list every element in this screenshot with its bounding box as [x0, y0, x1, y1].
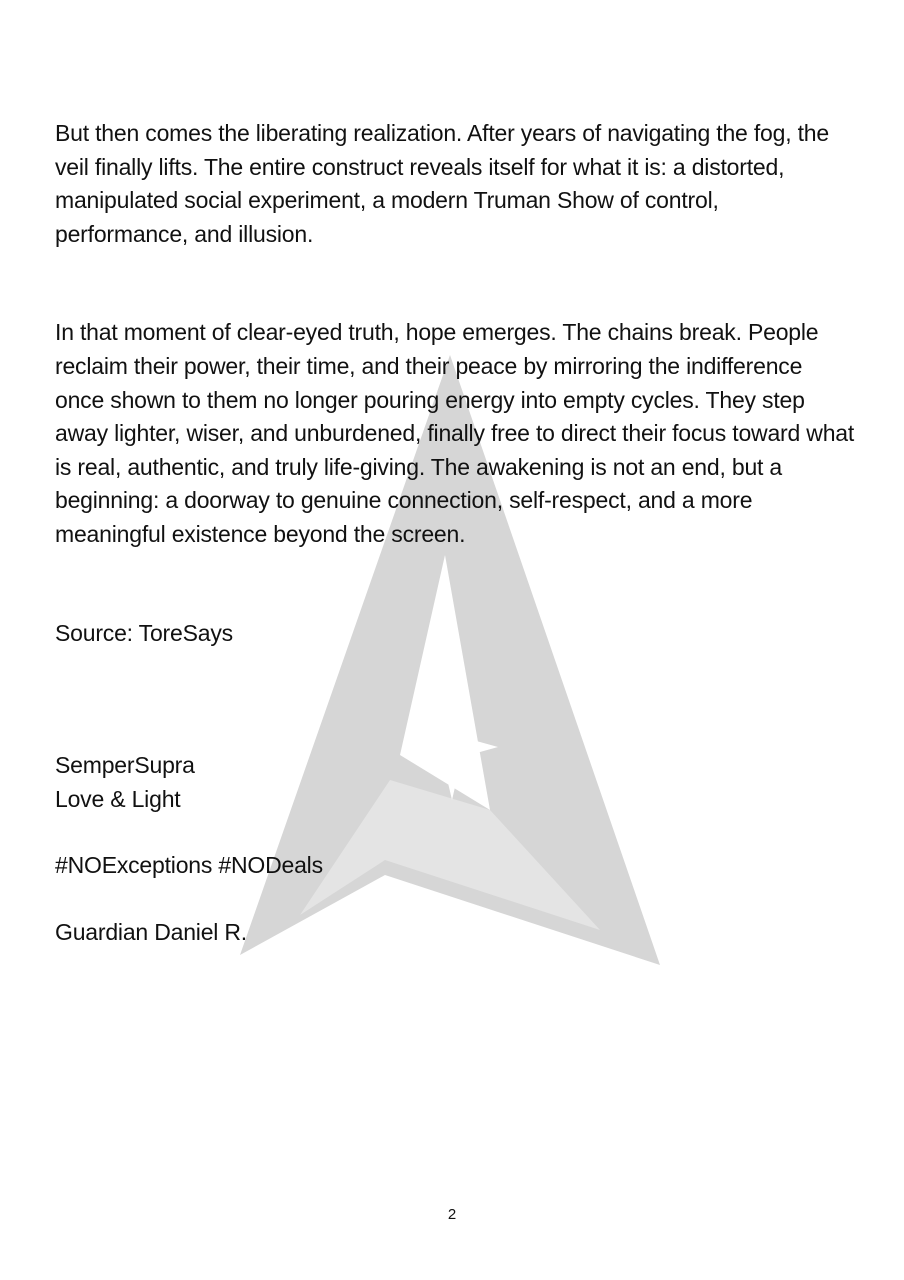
page-number: 2: [447, 1206, 457, 1223]
paragraph-hope: In that moment of clear-eyed truth, hope emerges. The chains break. People reclaim their power, their time, and their peace by mirroring the indifference once shown to them no longer pouring energy into empty cycles. They step away lighter, wiser, and unburdened, finally free to direct their focus toward what is real, authentic, and truly life-giving. The awakening is not an end, but a beginning: a doorway to genuine connection, self-respect, and a more meaningful existence beyond the screen.: [55, 319, 855, 547]
hashtags: #NOExceptions #NODeals: [55, 852, 323, 879]
author-signature: Guardian Daniel R.: [55, 918, 248, 945]
signoff-motto: SemperSupra: [55, 752, 195, 779]
source-line: Source: ToreSays: [55, 619, 233, 646]
document-body: [55, 117, 855, 950]
paragraph-realization: But then comes the liberating realization. After years of navigating the fog, the veil finally lifts. The entire construct reveals itself for what it is: a distorted, manipulated social experiment, a modern Truman Show of control, performance, and illusion.: [55, 120, 829, 247]
signoff-love-light: Love & Light: [55, 785, 181, 812]
